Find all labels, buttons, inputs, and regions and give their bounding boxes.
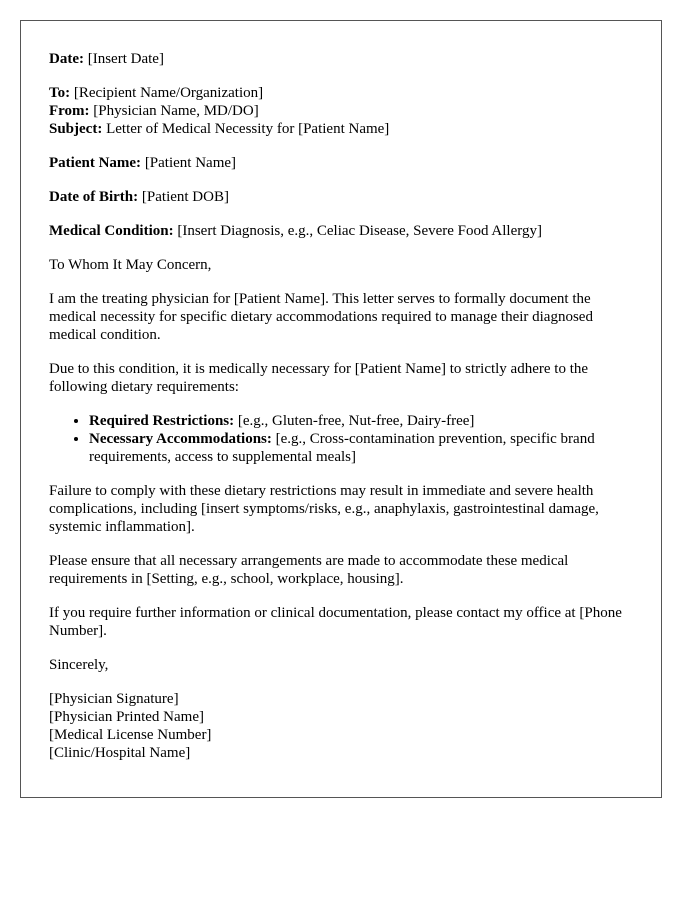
requirement-label: Required Restrictions: — [89, 413, 235, 429]
arrangements-paragraph: Please ensure that all necessary arrangements are made to accommodate these medical requirements in [Setting, e.g., school, workplace, housing]. — [49, 553, 569, 587]
subject-label: Subject: — [49, 121, 103, 137]
contact-paragraph: If you require further information or clinical documentation, please contact my office at [Phone Number]. — [49, 605, 622, 639]
requirement-value: [e.g., Gluten-free, Nut-free, Dairy-free] — [234, 413, 475, 429]
physician-signature: [Physician Signature] — [49, 691, 179, 707]
patient-name-label: Patient Name: — [49, 155, 142, 171]
clinic-name: [Clinic/Hospital Name] — [49, 745, 191, 761]
condition-line — [49, 222, 633, 240]
list-item — [89, 430, 633, 466]
signature-block — [49, 690, 633, 762]
address-block — [49, 84, 633, 138]
to-line — [49, 84, 633, 102]
necessity-paragraph: Due to this condition, it is medically necessary for [Patient Name] to strictly adhere to the following dietary requirements: — [49, 361, 589, 395]
physician-printed-name: [Physician Printed Name] — [49, 709, 204, 725]
to-label: To: — [49, 85, 71, 101]
salutation: To Whom It May Concern, — [49, 257, 212, 273]
date-label: Date: — [49, 51, 84, 67]
condition-value: [Insert Diagnosis, e.g., Celiac Disease, Severe Food Allergy] — [173, 223, 542, 239]
risk-paragraph: Failure to comply with these dietary restrictions may result in immediate and severe health complications, including [insert symptoms/risks, e.g., anaphylaxis, gastrointestinal damage, systemic inflammation]. — [49, 483, 599, 535]
requirement-label: Necessary Accommodations: — [89, 431, 272, 447]
patient-name-line — [49, 154, 633, 172]
dob-line — [49, 188, 633, 206]
from-label: From: — [49, 103, 90, 119]
requirement-value: [e.g., Cross-contamination prevention, specific brand requirements, access to supplemental meals] — [89, 431, 595, 465]
letter — [20, 20, 662, 798]
list-item — [89, 412, 633, 430]
from-value: [Physician Name, MD/DO] — [89, 103, 259, 119]
medical-license-number: [Medical License Number] — [49, 727, 212, 743]
date-line — [49, 50, 633, 68]
to-value: [Recipient Name/Organization] — [70, 85, 264, 101]
patient-name-value: [Patient Name] — [141, 155, 237, 171]
subject-line — [49, 120, 633, 138]
subject-value: Letter of Medical Necessity for [Patient Name] — [102, 121, 390, 137]
condition-label: Medical Condition: — [49, 223, 174, 239]
requirements-list — [49, 412, 633, 466]
from-line — [49, 102, 633, 120]
dob-value: [Patient DOB] — [138, 189, 229, 205]
intro-paragraph: I am the treating physician for [Patient Name]. This letter serves to formally document the medical necessity for specific dietary accommodations required to manage their diagnosed medical condition. — [49, 291, 593, 343]
date-value: [Insert Date] — [83, 51, 164, 67]
dob-label: Date of Birth: — [49, 189, 139, 205]
valediction: Sincerely, — [49, 657, 109, 673]
